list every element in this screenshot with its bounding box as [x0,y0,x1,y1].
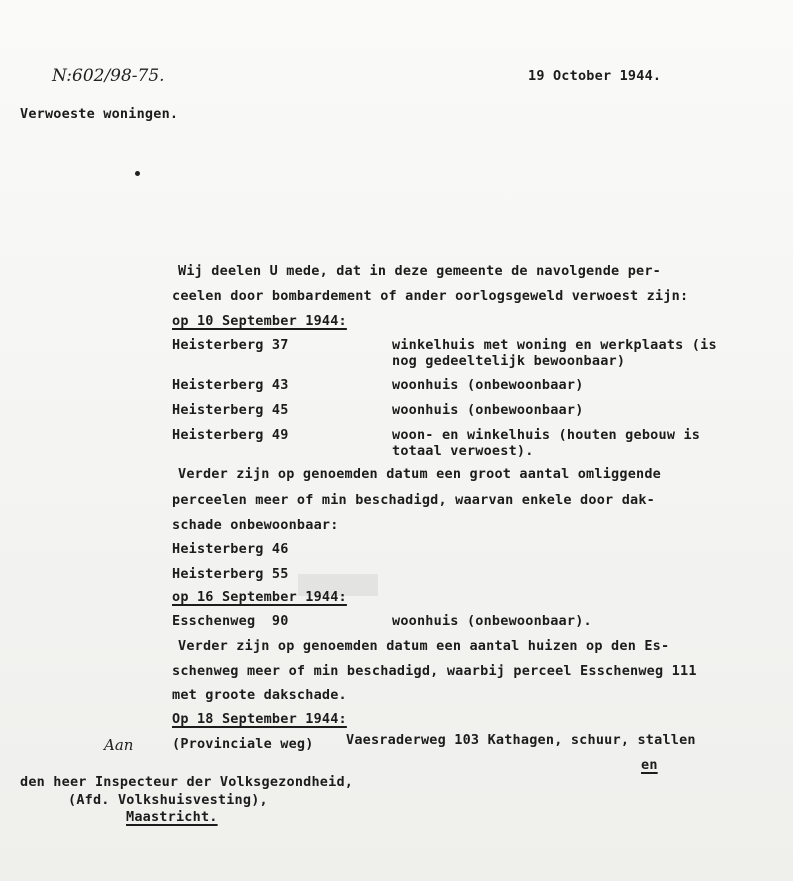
intro-line-1: Wij deelen U mede, dat in deze gemeente de navolgende per- [178,263,662,279]
row6-continuation: en [641,757,658,773]
row3-address: Heisterberg 45 [172,402,289,418]
para3-line-1: Verder zijn op genoemden datum een aantal huizen op den Es- [178,638,670,654]
handwritten-aan: Aan [104,736,134,754]
handwritten-reference: N:602/98-75. [52,66,165,86]
row4-desc-1: woon- en winkelhuis (houten gebouw is [392,427,701,443]
intro-line-2: ceelen door bombardement of ander oorlogsgeweld verwoest zijn: [172,288,689,304]
ink-dot [135,171,140,176]
para3-line-2: schenweg meer of min beschadigd, waarbij perceel Esschenweg 111 [172,663,697,679]
section-date-2: op 16 September 1944: [172,589,347,605]
row5-address: Esschenweg 90 [172,613,289,629]
para2-line-1: Verder zijn op genoemden datum een groot aantal omliggende [178,466,662,482]
row6-address: (Provinciale weg) [172,736,314,752]
damaged-item: Heisterberg 55 [172,566,289,582]
row4-desc-2: totaal verwoest). [392,443,534,459]
letter-date: 19 October 1944. [528,68,662,84]
section-date-1: op 10 September 1944: [172,313,347,329]
row5-desc: woonhuis (onbewoonbaar). [392,613,592,629]
section-date-3: Op 18 September 1944: [172,711,347,727]
row1-desc-2: nog gedeeltelijk bewoonbaar) [392,353,626,369]
para3-line-3: met groote dakschade. [172,687,347,703]
row2-desc: woonhuis (onbewoonbaar) [392,377,584,393]
damaged-item: Heisterberg 46 [172,541,289,557]
row6-desc: Vaesraderweg 103 Kathagen, schuur, stallen [346,732,696,748]
row1-address: Heisterberg 37 [172,337,289,353]
addressee-line-1: den heer Inspecteur der Volksgezondheid, [20,774,354,790]
subject-line: Verwoeste woningen. [20,106,179,122]
row4-address: Heisterberg 49 [172,427,289,443]
row2-address: Heisterberg 43 [172,377,289,393]
row3-desc: woonhuis (onbewoonbaar) [392,402,584,418]
para2-line-2: perceelen meer of min beschadigd, waarvan enkele door dak- [172,492,656,508]
addressee-line-2: (Afd. Volkshuisvesting), [68,792,268,808]
para2-line-3: schade onbewoonbaar: [172,517,339,533]
addressee-line-3: Maastricht. [126,809,218,825]
row1-desc-1: winkelhuis met woning en werkplaats (is [392,337,717,353]
